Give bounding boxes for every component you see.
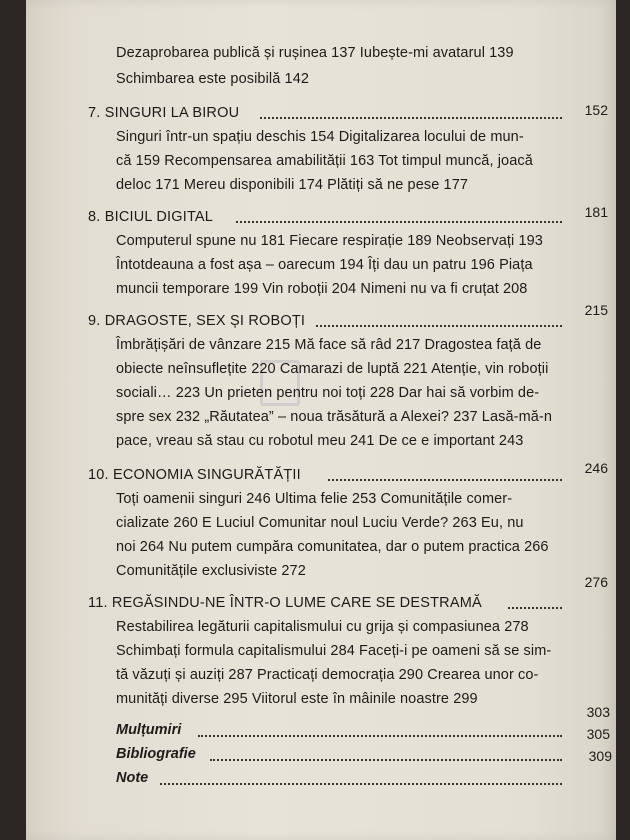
toc-line: pace, vreau să stau cu robotul meu 241 De ce e important 243 — [116, 433, 524, 449]
toc-line: Computerul spune nu 181 Fiecare respirație 189 Neobservați 193 — [116, 233, 543, 249]
chapter-page: 246 — [584, 460, 608, 476]
back-matter-title: Bibliografie — [116, 746, 196, 762]
chapter-title: 8. BICIUL DIGITAL — [88, 209, 214, 225]
toc-line: Restabilirea legăturii capitalismului cu grija și compasiunea 278 — [116, 619, 529, 635]
leader-dots — [316, 325, 562, 327]
toc-line: munități diverse 295 Viitorul este în mâinile noastre 299 — [116, 691, 478, 707]
leader-dots — [328, 479, 562, 481]
toc-line: Dezaprobarea publică și rușinea 137 Iubește-mi avatarul 139 — [116, 45, 514, 61]
leader-dots — [260, 117, 562, 119]
toc-line: sociali… 223 Un prieten pentru noi toți 228 Dar hai să vorbim de- — [116, 385, 540, 401]
toc-line: că 159 Recompensarea amabilității 163 Tot timpul muncă, joacă — [116, 153, 533, 169]
leader-dots — [236, 221, 562, 223]
back-matter-title: Mulțumiri — [116, 722, 182, 738]
toc-line: spre sex 232 „Răutatea” – noua trăsătură a Alexei? 237 Lasă-mă-n — [116, 409, 553, 425]
toc-line: obiecte neînsuflețite 220 Camarazi de luptă 221 Atenție, vin roboții — [116, 361, 549, 377]
chapter-page: 152 — [584, 102, 608, 118]
toc-line: muncii temporare 199 Vin roboții 204 Nimeni nu va fi cruțat 208 — [116, 281, 528, 297]
toc-line: Toți oamenii singuri 246 Ultima felie 253 Comunitățile comer- — [116, 491, 513, 507]
back-matter-title: Note — [116, 770, 149, 786]
leader-dots — [198, 735, 562, 737]
toc-line: tă văzuți și auziți 287 Practicați democrația 290 Crearea unor co- — [116, 667, 539, 683]
toc-line: Schimbați formula capitalismului 284 Faceți-i pe oameni să se sim- — [116, 643, 552, 659]
chapter-page: 276 — [584, 574, 608, 590]
chapter-page: 181 — [584, 204, 608, 220]
chapter-title: 7. SINGURI LA BIROU — [88, 105, 240, 121]
toc-line: Comunitățile exclusiviste 272 — [116, 563, 306, 579]
chapter-title: 10. ECONOMIA SINGURĂTĂȚII — [88, 467, 301, 483]
leader-dots — [160, 783, 562, 785]
leader-dots — [508, 607, 562, 609]
toc-line: Singuri într-un spațiu deschis 154 Digitalizarea locului de mun- — [116, 129, 524, 145]
leader-dots — [210, 759, 562, 761]
toc-line: deloc 171 Mereu disponibili 174 Plătiți să ne pese 177 — [116, 177, 469, 193]
chapter-page: 215 — [584, 302, 608, 318]
chapter-title: 9. DRAGOSTE, SEX ȘI ROBOȚI — [88, 313, 306, 329]
chapter-title: 11. REGĂSINDU-NE ÎNTR-O LUME CARE SE DESTRAMĂ — [88, 595, 482, 611]
book-page — [26, 0, 616, 840]
back-matter-page: 303 — [586, 704, 610, 720]
toc-line: Întotdeauna a fost așa – oarecum 194 Îți dau un patru 196 Piața — [116, 257, 533, 273]
back-matter-page: 309 — [588, 748, 612, 764]
toc-line: Îmbrățișări de vânzare 215 Mă face să râd 217 Dragostea față de — [116, 337, 542, 353]
back-matter-page: 305 — [586, 726, 610, 742]
toc-line: noi 264 Nu putem cumpăra comunitatea, dar o putem practica 266 — [116, 539, 549, 555]
toc-line: cializate 260 E Luciul Comunitar noul Luciu Verde? 263 Eu, nu — [116, 515, 524, 531]
toc-line: Schimbarea este posibilă 142 — [116, 71, 310, 87]
